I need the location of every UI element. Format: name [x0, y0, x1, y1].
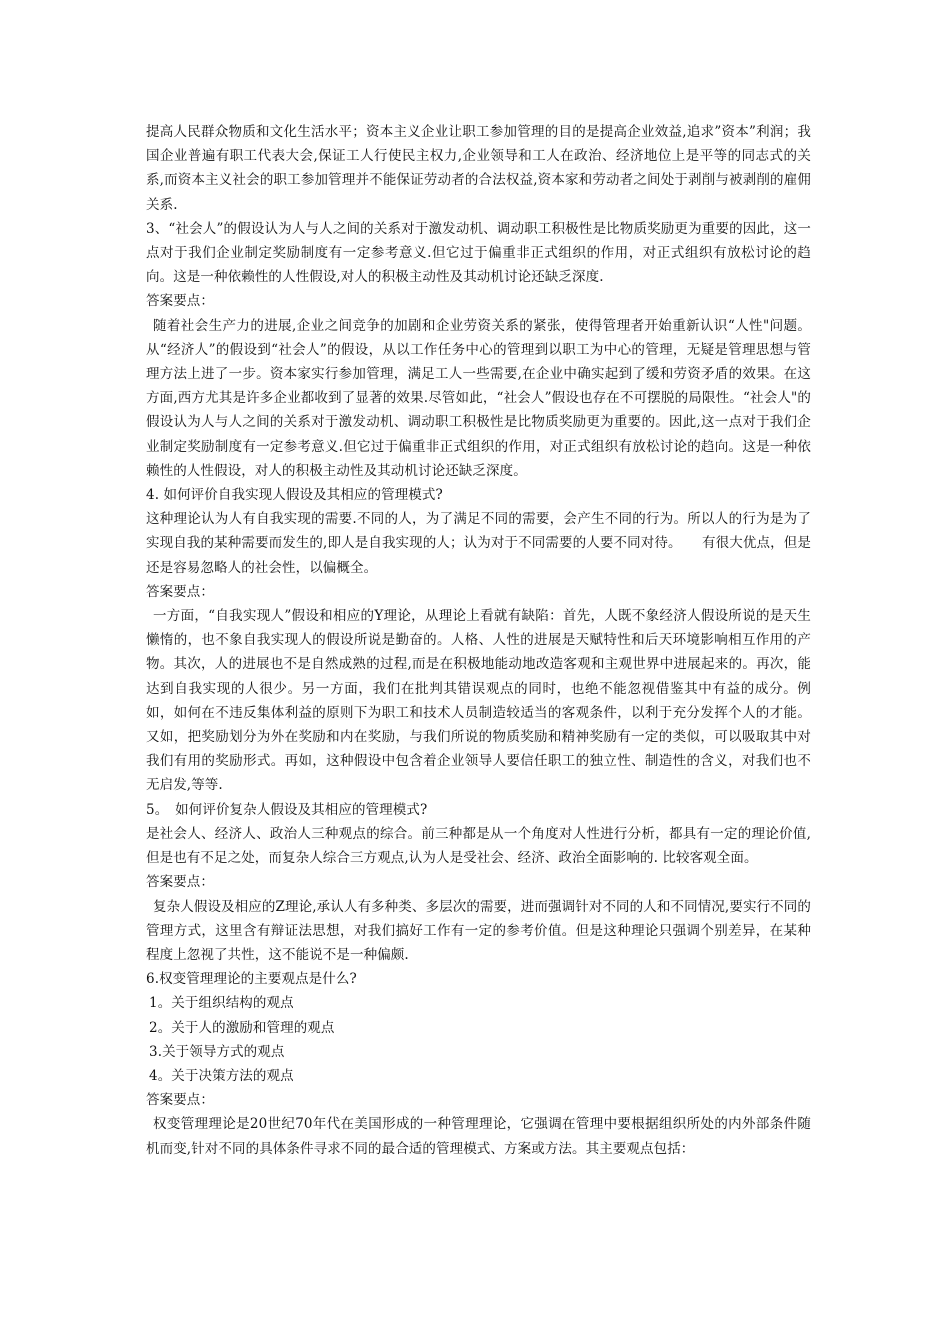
- answer-label: 答案要点：: [146, 583, 214, 600]
- answer-label: 答案要点：: [146, 293, 214, 310]
- question-4: 4. 如何评价自我实现人假设及其相应的管理模式?: [146, 487, 443, 504]
- list-item: 2。关于人的激励和管理的观点: [149, 1019, 335, 1036]
- answer-5: 复杂人假设及相应的Z理论,承认人有多种类、多层次的需要，进而强调针对不同的人和不同情况,要实行不同的管理方式，这里含有辩证法思想，对我们搞好工作有一定的参考价值。但是这种理论只强调个别差异，在某种程度上忽视了共性，这不能说不是一种偏颇.: [146, 898, 811, 963]
- question-3: 3、“社会人”的假设认为人与人之间的关系对于激发动机、调动职工积极性是比物质奖励更为重要的因此，这一点对于我们企业制定奖励制度有一定参考意义.但它过于偏重非正式组织的作用，对正式组织有放松讨论的趋向。这是一种依赖性的人性假设,对人的积极主动性及其动机讨论还缺乏深度.: [146, 220, 811, 286]
- paragraph-intro: 提高人民群众物质和文化生活水平；资本主义企业让职工参加管理的目的是提高企业效益,追求”资本”利润；我国企业普遍有职工代表大会,保证工人行使民主权力,企业领导和工人在政治、经济地位上是平等的同志式的关系,而资本主义社会的职工参加管理并不能保证劳动者的合法权益,资本家和劳动者之间处于剥削与被剥削的雇佣关系.: [146, 124, 811, 213]
- paragraph-complex-man: 是社会人、经济人、政治人三种观点的综合。前三种都是从一个角度对人性进行分析，都具有一定的理论价值,但是也有不足之处，而复杂人综合三方观点,认为人是受社会、经济、政治全面影响的. 比较客观全面。: [146, 825, 811, 867]
- list-item: 4。关于决策方法的观点: [149, 1067, 294, 1084]
- answer-6: 权变管理理论是20世纪70年代在美国形成的一种管理理论，它强调在管理中要根据组织所处的内外部条件随机而变,针对不同的具体条件寻求不同的最合适的管理模式、方案或方法。其主要观点包括：: [146, 1116, 811, 1157]
- document-body: [146, 120, 811, 1161]
- answer-4: 一方面，“自我实现人”假设和相应的Y理论，从理论上看就有缺陷：首先，人既不象经济人假设所说的是天生懒惰的，也不象自我实现人的假设所说是勤奋的。人格、人性的进展是天赋特性和后天环境影响相互作用的产物。其次，人的进展也不是自然成熟的过程,而是在积极地能动地改造客观和主观世界中进展起来的。再次，能达到自我实现的人很少。另一方面，我们在批判其错误观点的同时，也绝不能忽视借鉴其中有益的成分。例如，如何在不违反集体利益的原则下为职工和技术人员制造较适当的客观条件，以利于充分发挥个人的才能。又如，把奖励划分为外在奖励和内在奖励，与我们所说的物质奖励和精神奖励有一定的类似，可以吸取其中对我们有用的奖励形式。再如，这种假设中包含着企业领导人要信任职工的独立性、制造性的含义，对我们也不无启发,等等.: [146, 608, 811, 794]
- list-item: 3.关于领导方式的观点: [149, 1043, 285, 1060]
- answer-3: 随着社会生产力的进展,企业之间竞争的加剧和企业劳资关系的紧张，使得管理者开始重新认识“人性"问题。从“经济人”的假设到“社会人”的假设，从以工作任务中心的管理到以职工为中心的管理，无疑是管理思想与管理方法上进了一步。资本家实行参加管理，满足工人一些需要,在企业中确实起到了缓和劳资矛盾的效果。在这方面,西方尤其是许多企业都收到了显著的效果.尽管如此，“社会人”假设也存在不可摆脱的局限性。“社会人"的假设认为人与人之间的关系对于激发动机、调动职工积极性是比物质奖励更为重要的。因此,这一点对于我们企业制定奖励制度有一定参考意义.但它过于偏重非正式组织的作用，对正式组织有放松讨论的趋向。这是一种依赖性的人性假设，对人的积极主动性及其动机讨论还缺乏深度。: [146, 317, 811, 479]
- list-item: 1。关于组织结构的观点: [149, 995, 294, 1012]
- question-6: 6.权变管理理论的主要观点是什么?: [146, 971, 357, 988]
- answer-label: 答案要点：: [146, 874, 214, 891]
- question-5: 5。 如何评价复杂人假设及其相应的管理模式?: [146, 801, 428, 818]
- answer-label: 答案要点：: [146, 1092, 214, 1109]
- paragraph-self-actualizing: 这种理论认为人有自我实现的需要.不同的人，为了满足不同的需要，会产生不同的行为。所以人的行为是为了实现自我的某种需要而发生的,即人是自我实现的人；认为对于不同需要的人要不同对待。 有很大优点，但是还是容易忽略人的社会性，以偏概全。: [146, 511, 811, 576]
